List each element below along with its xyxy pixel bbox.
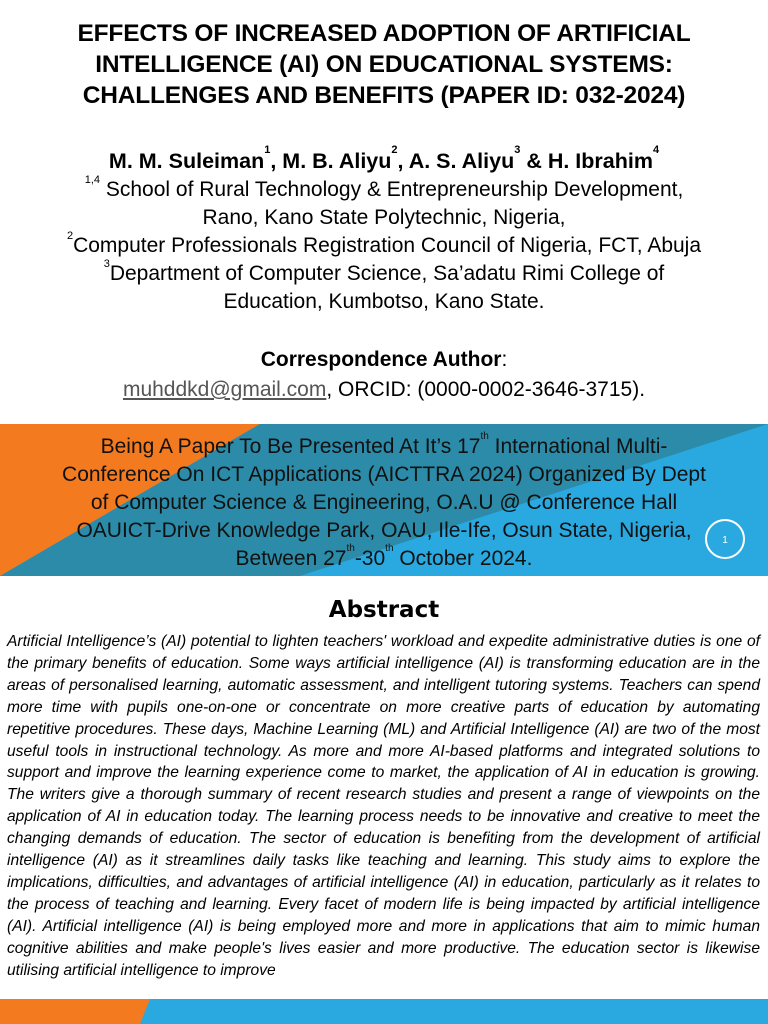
footer-background <box>0 999 768 1024</box>
affiliation-3 <box>0 260 768 288</box>
author-sup: 4 <box>652 144 660 156</box>
affiliation-1 <box>0 176 768 204</box>
author-sup: 3 <box>514 144 521 156</box>
banner-text-part: International Multi- <box>488 435 668 458</box>
correspondence-contact <box>0 375 768 405</box>
author-sup: 2 <box>391 144 398 156</box>
author-sep: , <box>270 149 283 173</box>
footer-bg-orange <box>0 999 150 1024</box>
affiliation-text: Computer Professionals Registration Council of Nigeria, FCT, Abuja <box>73 234 702 257</box>
correspondence-colon: : <box>501 348 508 371</box>
title-line-1: EFFECTS OF INCREASED ADOPTION OF ARTIFICIAL <box>77 20 691 47</box>
affiliations <box>0 176 768 316</box>
banner-text-part: Between 27 <box>235 547 347 570</box>
author-name: H. Ibrahim <box>547 149 653 173</box>
banner-line-5 <box>0 545 768 573</box>
author-sep: , <box>397 149 409 173</box>
correspondence-heading-row <box>0 345 768 375</box>
email-link[interactable]: muhddkd@gmail.com <box>122 378 327 401</box>
banner-sup: th <box>480 431 489 442</box>
correspondence <box>0 345 768 405</box>
author-sup: 1 <box>264 144 271 156</box>
affiliation-sup: 1,4 <box>84 174 100 186</box>
banner-sup: th <box>385 543 394 554</box>
banner-sup: th <box>346 543 355 554</box>
title-line-3: CHALLENGES AND BENEFITS (PAPER ID: 032-2024) <box>82 82 686 109</box>
affiliation-2 <box>0 232 768 260</box>
page-number-badge: 1 <box>705 519 745 559</box>
paper-title <box>20 18 748 111</box>
banner-line-2: Conference On ICT Applications (AICTTRA 2024) Organized By Dept <box>62 463 706 486</box>
title-line-2: INTELLIGENCE (AI) ON EDUCATIONAL SYSTEMS: <box>95 51 673 78</box>
affiliation-1-cont: Rano, Kano State Polytechnic, Nigeria, <box>202 206 566 229</box>
conference-banner <box>0 424 768 576</box>
author-sep: & <box>520 149 548 173</box>
affiliation-sup: 3 <box>103 258 110 270</box>
author-name: M. M. Suleiman <box>108 149 265 173</box>
author-list <box>0 146 768 176</box>
affiliation-text: Department of Computer Science, Sa’adatu Rimi College of <box>109 262 665 285</box>
affiliation-sup: 2 <box>66 230 74 242</box>
author-name: M. B. Aliyu <box>282 149 392 173</box>
abstract-body: Artificial Intelligence’s (AI) potential to lighten teachers' workload and expedite administrative duties is one of the primary benefits of education. Some ways artificial intelligence (AI) is transforming education are in the areas of personalised learning, automatic assessment, and intelligent tutoring systems. Teachers can spend more time with pupils one-on-one or concentrate on more creative parts of education by automating repetitive procedures. These days, Machine Learning (ML) and Artificial Intelligence (AI) are two of the most useful tools in instructional technology. As more and more AI-based platforms and integrated solutions to support and improve the learning experience come to market, the application of AI in education is growing. The writers give a thorough summary of recent research studies and present a range of viewpoints on the application of AI in education today. The learning process needs to be innovative and creative to meet the changing demands of education. The sector of education is benefiting from the development of artificial intelligence (AI) as it streamlines daily tasks like teaching and learning. This study aims to explore the implications, difficulties, and advantages of artificial intelligence (AI) in education, particularly as it relates to the process of teaching and learning. Every facet of modern life is being impacted by artificial intelligence (AI). Artificial intelligence (AI) is being employed more and more in applications that aim to mimic human cognitive abilities and make people's lives easier and more productive. The education sector is likewise utilising artificial intelligence to improve <box>7 633 760 979</box>
banner-text-part: Being A Paper To Be Presented At It’s 17 <box>100 435 481 458</box>
banner-line-1 <box>0 433 768 461</box>
affiliation-3-cont: Education, Kumbotso, Kano State. <box>223 290 545 313</box>
affiliation-text: School of Rural Technology & Entrepreneurship Development, <box>105 178 684 201</box>
banner-text-part: October 2024. <box>393 547 533 570</box>
banner-text-part: -30 <box>354 547 386 570</box>
correspondence-heading: Correspondence Author <box>260 348 502 371</box>
footer-strip <box>0 999 768 1024</box>
orcid-text: , ORCID: (0000-0002-3646-3715). <box>326 378 646 401</box>
banner-line-4: OAUICT-Drive Knowledge Park, OAU, Ile-Ife, Osun State, Nigeria, <box>76 519 692 542</box>
author-name: A. S. Aliyu <box>408 149 515 173</box>
banner-text <box>0 433 768 573</box>
banner-line-3: of Computer Science & Engineering, O.A.U @ Conference Hall <box>90 491 678 514</box>
abstract-heading: Abstract <box>328 597 440 623</box>
